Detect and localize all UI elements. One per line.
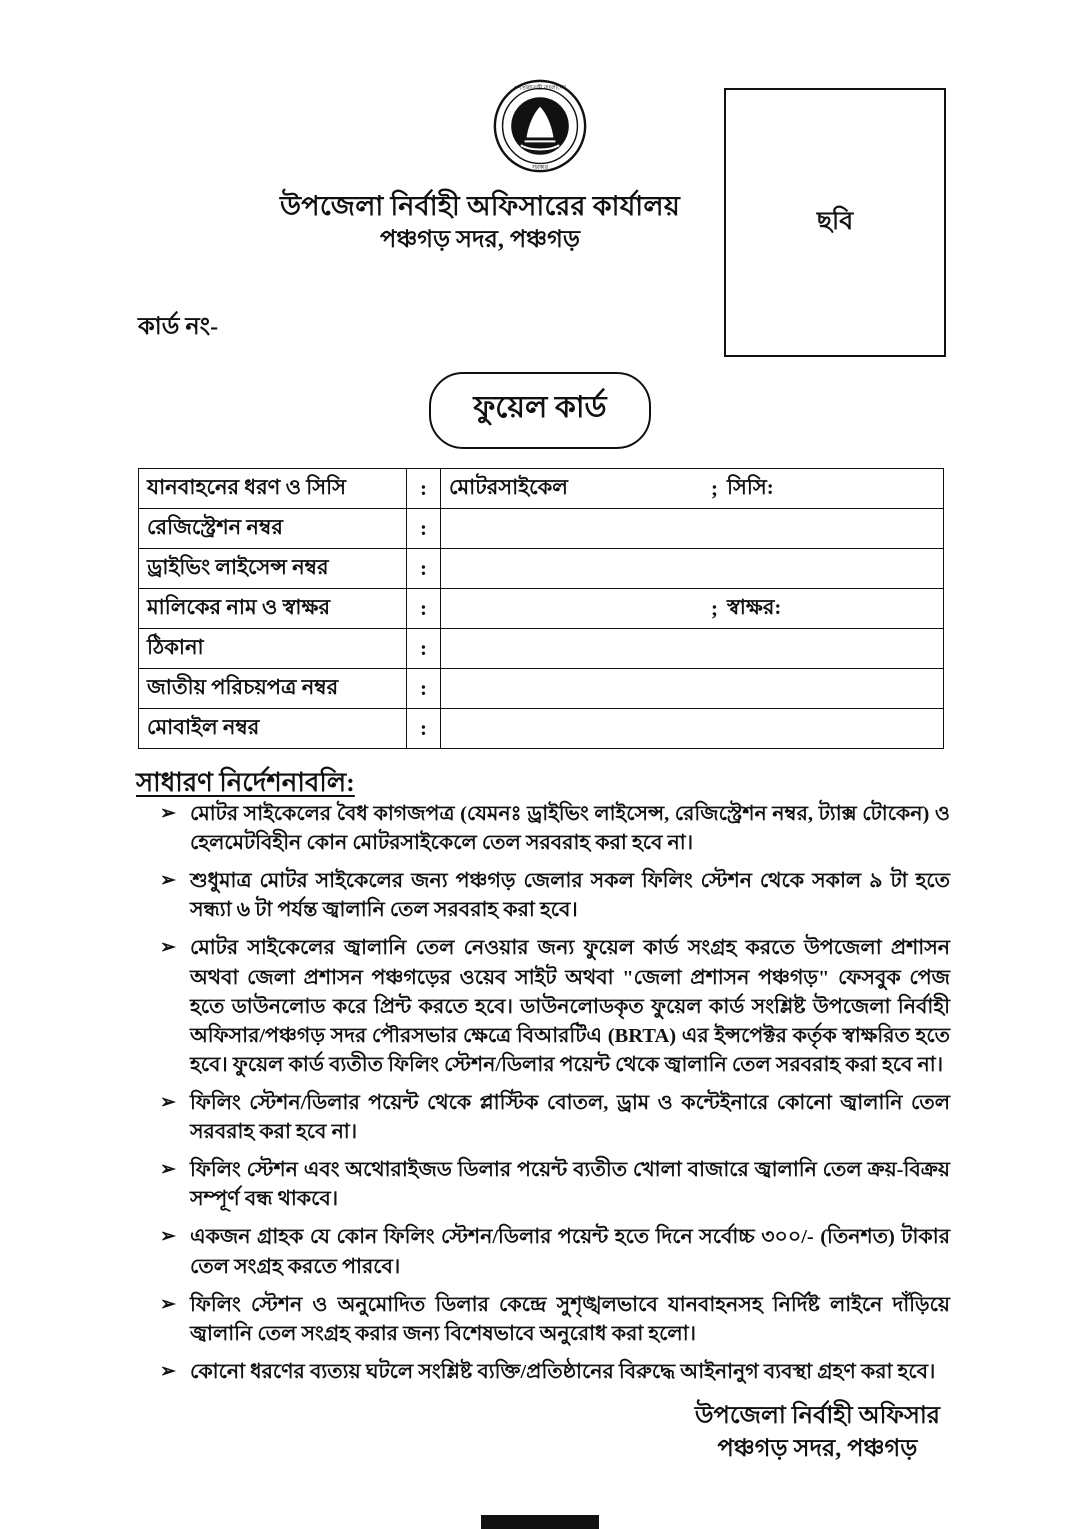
table-row [139, 549, 944, 589]
signatory-location: পঞ্চগড় সদর, পঞ্চগড় [717, 1436, 918, 1463]
instructions-heading: সাধারণ নির্দেশনাবলি: [136, 768, 355, 797]
vehicle-info-table [138, 468, 944, 749]
instructions-list [160, 800, 950, 1396]
list-item [160, 934, 950, 1080]
value-separator: ; [711, 476, 718, 500]
table-row [139, 509, 944, 549]
table-row [139, 469, 944, 509]
arrow-bullet-icon: ➢ [160, 1159, 176, 1181]
table-row [139, 589, 944, 629]
row-label: জাতীয় পরিচয়পত্র নম্বর [139, 669, 407, 709]
list-item [160, 867, 950, 925]
row-label: যানবাহনের ধরণ ও সিসি [139, 469, 407, 509]
row-label: ঠিকানা [139, 629, 407, 669]
mobile-number-value[interactable] [441, 709, 944, 749]
table-row [139, 709, 944, 749]
arrow-bullet-icon: ➢ [160, 870, 176, 892]
table-row [139, 629, 944, 669]
row-value-cell[interactable] [441, 469, 944, 509]
office-subtitle: পঞ্চগড় সদর, পঞ্চগড় [380, 227, 580, 254]
list-item-text: ফিলিং স্টেশন/ডিলার পয়েন্ট থেকে প্লাস্টিক বোতল, ড্রাম ও কন্টেইনারে কোনো জ্বালানি তেল সরবরাহ করা হবে না। [190, 1091, 950, 1144]
row-colon: : [407, 509, 441, 549]
nid-number-value[interactable] [441, 669, 944, 709]
vehicle-type-value: মোটরসাইকেল [449, 475, 568, 499]
list-item [160, 1089, 950, 1147]
card-number-label: কার্ড নং- [138, 314, 219, 340]
value-separator: ; [711, 596, 718, 620]
row-label: মোবাইল নম্বর [139, 709, 407, 749]
signatory-designation: উপজেলা নির্বাহী অফিসার [694, 1402, 940, 1429]
arrow-bullet-icon: ➢ [160, 1091, 176, 1113]
row-label: ড্রাইভিং লাইসেন্স নম্বর [139, 549, 407, 589]
registration-number-value[interactable] [441, 509, 944, 549]
list-item-text: একজন গ্রাহক যে কোন ফিলিং স্টেশন/ডিলার পয়েন্ট হতে দিনে সর্বোচ্চ ৩০০/- (তিনশত) টাকার তেল সংগ্রহ করতে পারবে। [190, 1226, 950, 1278]
list-item-text: শুধুমাত্র মোটর সাইকেলের জন্য পঞ্চগড় জেলার সকল ফিলিং স্টেশন থেকে সকাল ৯ টা হতে সন্ধ্যা ৬ টা পর্যন্ত জ্বালানি তেল সরবরাহ করা হবে। [190, 870, 950, 922]
list-item-text: ফিলিং স্টেশন ও অনুমোদিত ডিলার কেন্দ্রে সুশৃঙ্খলভাবে যানবাহনসহ নির্দিষ্ট লাইনে দাঁড়িয়ে জ্বালানি তেল সংগ্রহ করার জন্য বিশেষভাবে অনুরোধ করা হলো। [190, 1293, 950, 1345]
list-item [160, 1223, 950, 1281]
list-item [160, 1358, 950, 1387]
row-colon: : [407, 469, 441, 509]
list-item-text: মোটর সাইকেলের বৈধ কাগজপত্র (যেমনঃ ড্রাইভিং লাইসেন্স, রেজিস্ট্রেশন নম্বর, ট্যাক্স টোকেন) ও হেলমেটবিহীন কোন মোটরসাইকেলে তেল সরবরাহ করা হবে না। [190, 803, 950, 855]
row-colon: : [407, 629, 441, 669]
table-row [139, 669, 944, 709]
arrow-bullet-icon: ➢ [160, 1293, 176, 1315]
office-title: উপজেলা নির্বাহী অফিসারের কার্যালয় [279, 191, 681, 221]
driving-license-number-value[interactable] [441, 549, 944, 589]
arrow-bullet-icon: ➢ [160, 803, 176, 824]
arrow-bullet-icon: ➢ [160, 937, 176, 959]
row-colon: : [407, 589, 441, 629]
address-value[interactable] [441, 629, 944, 669]
bangladesh-government-emblem-icon [492, 78, 588, 174]
arrow-bullet-icon: ➢ [160, 1226, 176, 1248]
svg-text:সরকার: সরকার [532, 165, 548, 172]
photo-placeholder-label: ছবি [816, 208, 854, 235]
list-item [160, 1156, 950, 1214]
list-item-text: ফিলিং স্টেশন এবং অথোরাইজড ডিলার পয়েন্ট ব্যতীত খোলা বাজারে জ্বালানি তেল ক্রয়-বিক্রয় সম্পূর্ণ বন্ধ থাকবে। [190, 1159, 950, 1211]
row-colon: : [407, 549, 441, 589]
document-title: ফুয়েল কার্ড [429, 372, 650, 449]
row-colon: : [407, 709, 441, 749]
document-title-container [0, 372, 1080, 449]
arrow-bullet-icon: ➢ [160, 1360, 176, 1382]
photo-placeholder-box[interactable] [724, 88, 946, 357]
row-value-cell[interactable] [441, 589, 944, 629]
list-item-text: মোটর সাইকেলের জ্বালানি তেল নেওয়ার জন্য ফুয়েল কার্ড সংগ্রহ করতে উপজেলা প্রশাসন অথবা জেলা প্রশাসন পঞ্চগড়ের ওয়েব সাইট অথবা "জেলা প্রশাসন পঞ্চগড়" ফেসবুক পেজ হতে ডাউনলোড করে প্রিন্ট করতে হবে। ডাউনলোডকৃত ফুয়েল কার্ড সংশ্লিষ্ট উপজেলা নির্বাহী অফিসার/পঞ্চগড় সদর পৌরসভার ক্ষেত্রে বিআরটিএ (BRTA) এর ইন্সপেক্টর কর্তৃক স্বাক্ষরিত হতে হবে। ফুয়েল কার্ড ব্যতীত ফিলিং স্টেশন/ডিলার পয়েন্ট থেকে জ্বালানি তেল সরবরাহ করা হবে না। [190, 937, 950, 1076]
signature-label: স্বাক্ষর: [727, 595, 782, 619]
cc-label: সিসি: [727, 475, 774, 499]
row-label: রেজিস্ট্রেশন নম্বর [139, 509, 407, 549]
list-item [160, 800, 950, 858]
vehicle-info-table-body [139, 469, 944, 749]
list-item [160, 1291, 950, 1349]
signature-block [695, 1400, 940, 1467]
row-colon: : [407, 669, 441, 709]
svg-text:গণপ্রজাতন্ত্রী বাংলাদেশ: গণপ্রজাতন্ত্রী বাংলাদেশ [514, 85, 566, 92]
page-bottom-marker [481, 1515, 599, 1529]
list-item-text: কোনো ধরণের ব্যত্যয় ঘটলে সংশ্লিষ্ট ব্যক্তি/প্রতিষ্ঠানের বিরুদ্ধে আইনানুগ ব্যবস্থা গ্রহণ করা হবে। [190, 1360, 936, 1383]
row-label: মালিকের নাম ও স্বাক্ষর [139, 589, 407, 629]
